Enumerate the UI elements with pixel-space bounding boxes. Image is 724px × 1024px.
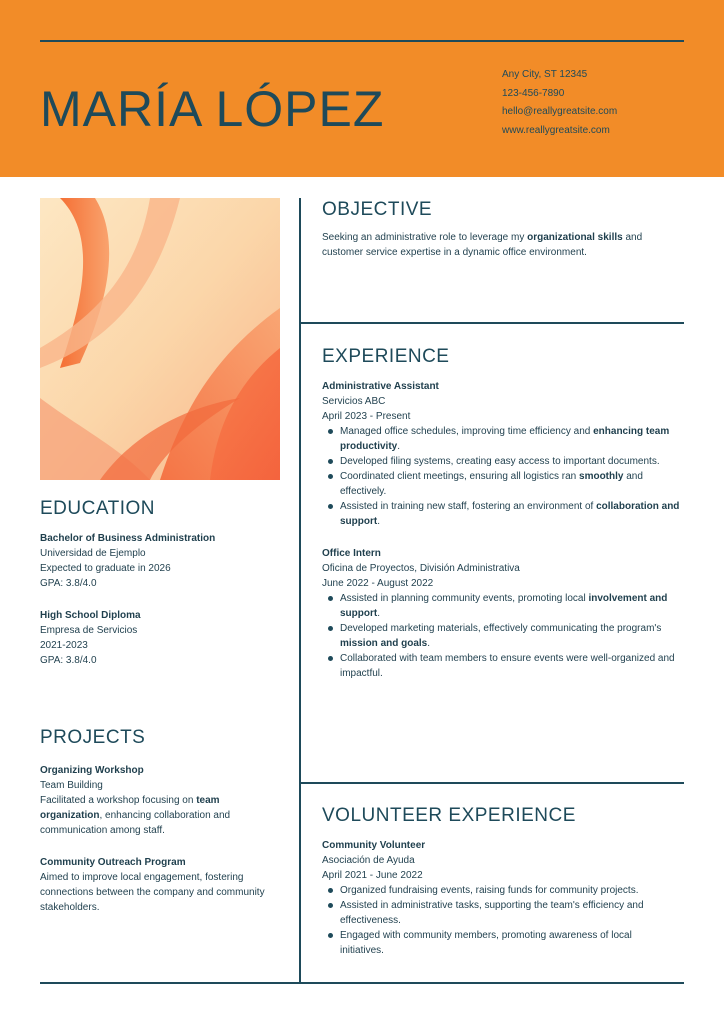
contact-address: Any City, ST 12345 [502, 69, 588, 80]
header-top-rule [40, 40, 684, 42]
text-run: Assisted in planning community events, promoting local [340, 593, 589, 604]
project-description [40, 793, 275, 838]
education-degree: High School Diploma [40, 610, 141, 621]
job-role: Office Intern [322, 548, 381, 559]
text-run: Developed marketing materials, effectively communicating the program's [340, 623, 662, 634]
text-run: Aimed to improve local engagement, fostering connections between the company and community stakeholders. [40, 872, 265, 913]
text-run: . [377, 516, 380, 527]
projects-heading: PROJECTS [40, 727, 146, 748]
text-run: Assisted in training new staff, fostering an environment of [340, 501, 597, 512]
bullet-item [322, 898, 672, 928]
text-run: Facilitated a workshop focusing on [40, 795, 197, 806]
education-detail: 2021-2023 [40, 640, 88, 651]
objective-text [322, 230, 672, 260]
contact-phone: 123-456-7890 [502, 87, 565, 99]
text-run: , enhancing collaboration and communication among staff. [40, 810, 231, 836]
experience-list [322, 379, 686, 681]
bullet-item [322, 499, 686, 529]
job-bullets [322, 591, 686, 681]
education-detail: GPA: 3.8/4.0 [40, 578, 97, 589]
emphasis-text: organizational skills [527, 232, 623, 243]
job-organization: Servicios ABC [322, 396, 386, 407]
emphasis-text: enhancing team productivity [340, 426, 670, 452]
text-run: . [427, 638, 431, 649]
bullet-item [322, 454, 686, 469]
text-run: and effectively. [340, 471, 643, 497]
candidate-name: MARÍA LÓPEZ [40, 81, 385, 137]
text-run: Assisted in administrative tasks, supporting the team's efficiency and effectiveness. [340, 900, 644, 926]
education-detail: GPA: 3.8/4.0 [40, 655, 97, 666]
job-bullets [322, 883, 672, 958]
bullet-item [322, 591, 686, 621]
emphasis-text: smoothly [579, 471, 624, 482]
contact-info [502, 66, 617, 140]
bullet-item [322, 651, 686, 681]
volunteer-heading: VOLUNTEER EXPERIENCE [322, 805, 576, 826]
education-detail: Expected to graduate in 2026 [40, 563, 171, 574]
education-heading: EDUCATION [40, 498, 155, 519]
spacer [40, 591, 280, 608]
job-bullets [322, 424, 686, 529]
text-run: Developed filing systems, creating easy access to important documents. [340, 456, 660, 467]
header-banner [0, 0, 724, 177]
section-divider-volunteer [300, 782, 684, 784]
education-list [40, 531, 280, 668]
emphasis-text: involvement and support [340, 593, 668, 619]
bullet-item [322, 469, 686, 499]
column-divider [299, 198, 301, 983]
spacer [322, 529, 686, 546]
projects-list [40, 763, 275, 915]
emphasis-text: collaboration and support [340, 501, 680, 527]
job-role: Community Volunteer [322, 840, 426, 851]
emphasis-text: team organization [40, 795, 220, 821]
bullet-item [322, 621, 686, 651]
job-dates: April 2021 - June 2022 [322, 870, 423, 881]
bottom-rule [40, 982, 684, 984]
experience-heading: EXPERIENCE [322, 346, 450, 367]
objective-heading: OBJECTIVE [322, 199, 433, 220]
text-run: Organized fundraising events, raising funds for community projects. [340, 885, 639, 896]
project-description [40, 870, 275, 915]
education-detail: Universidad de Ejemplo [40, 548, 146, 559]
education-degree: Bachelor of Business Administration [40, 533, 216, 544]
job-dates: June 2022 - August 2022 [322, 578, 434, 589]
volunteer-list [322, 838, 672, 958]
text-run: . [377, 608, 380, 619]
job-dates: April 2023 - Present [322, 411, 411, 422]
text-run: Coordinated client meetings, ensuring all logistics ran [340, 471, 580, 482]
text-run: and customer service expertise in a dynamic office environment. [322, 232, 643, 258]
text-run: Seeking an administrative role to leverage my [322, 232, 528, 243]
job-organization: Asociación de Ayuda [322, 855, 415, 866]
bullet-item [322, 928, 672, 958]
text-run: Collaborated with team members to ensure events were well-organized and impactful. [340, 653, 675, 679]
job-organization: Oficina de Proyectos, División Administrativa [322, 563, 520, 574]
project-name: Community Outreach Program [40, 857, 186, 868]
education-detail: Empresa de Servicios [40, 625, 138, 636]
spacer [40, 838, 275, 855]
job-role: Administrative Assistant [322, 381, 439, 392]
bullet-item [322, 424, 686, 454]
section-divider-objective [300, 322, 684, 324]
text-run: . [397, 441, 401, 452]
text-run: Engaged with community members, promoting awareness of local initiatives. [340, 930, 632, 956]
bullet-item [322, 883, 672, 898]
project-subtitle: Team Building [40, 780, 103, 791]
contact-email[interactable]: hello@reallygreatsite.com [502, 106, 618, 117]
contact-website[interactable]: www.reallygreatsite.com [502, 124, 610, 136]
abstract-artwork [40, 198, 280, 480]
emphasis-text: mission and goals [340, 638, 428, 649]
text-run: Managed office schedules, improving time efficiency and [340, 426, 594, 437]
project-name: Organizing Workshop [40, 765, 144, 776]
